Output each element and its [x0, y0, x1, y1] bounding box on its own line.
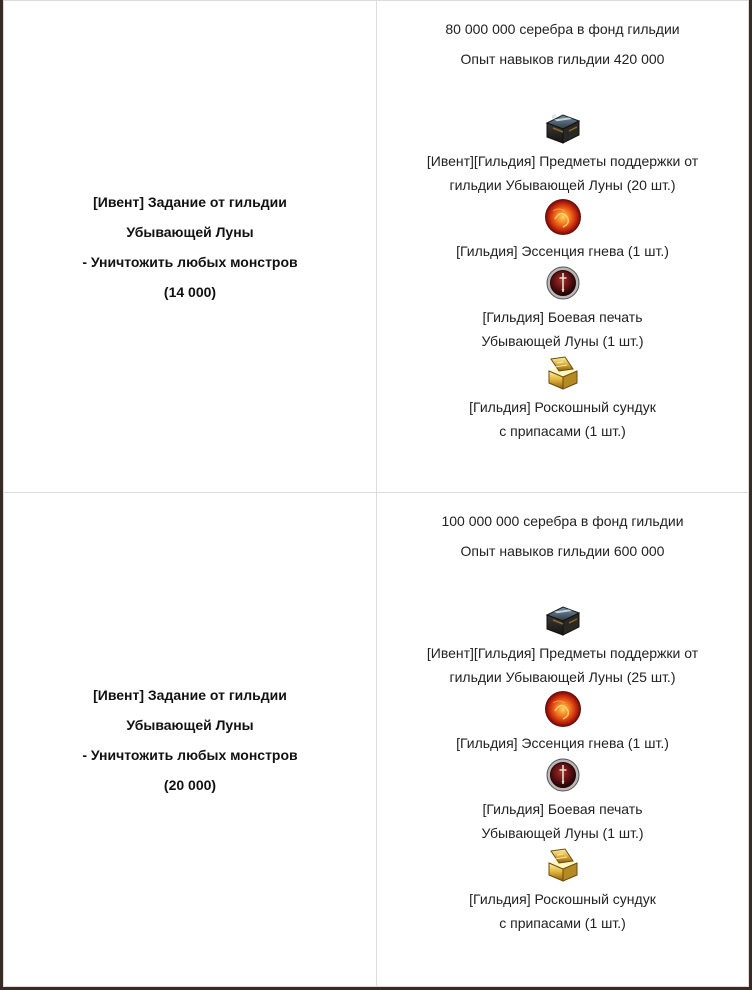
- reward-item-label: [Гильдия] Роскошный сундук: [469, 891, 656, 907]
- task-objective: - Уничтожить любых монстров: [82, 746, 298, 763]
- reward-item-label: гильдии Убывающей Луны (25 шт.): [449, 669, 676, 685]
- reward-table: [3, 0, 749, 987]
- reward-item: [377, 107, 748, 197]
- battle-seal-icon: [543, 755, 583, 795]
- task-cell: [4, 1, 377, 493]
- reward-item-label: [Ивент][Гильдия] Предметы поддержки от: [426, 645, 699, 661]
- reward-item: [377, 845, 748, 935]
- task-cell: [4, 493, 377, 987]
- reward-item-label: с припасами (1 шт.): [499, 423, 626, 439]
- reward-item-label: гильдии Убывающей Луны (20 шт.): [449, 177, 676, 193]
- reward-table-frame: [3, 0, 749, 986]
- golden-chest-icon: [543, 845, 583, 885]
- reward-item: [377, 599, 748, 689]
- battle-seal-icon: [543, 263, 583, 303]
- reward-item: [377, 689, 748, 755]
- task-title: [Ивент] Задание от гильдии: [93, 193, 287, 210]
- reward-item: [377, 197, 748, 263]
- reward-silver: 100 000 000 серебра в фонд гильдии: [441, 513, 684, 529]
- reward-item-label: Убывающей Луны (1 шт.): [481, 825, 644, 841]
- reward-exp: Опыт навыков гильдии 600 000: [460, 543, 665, 559]
- task-guild-name: Убывающей Луны: [126, 716, 254, 733]
- table-row: [4, 493, 749, 987]
- task-count: (20 000): [163, 776, 217, 793]
- reward-item: [377, 353, 748, 443]
- reward-item-label: [Гильдия] Боевая печать: [482, 801, 643, 817]
- reward-item-label: [Гильдия] Боевая печать: [482, 309, 643, 325]
- reward-item-label: [Ивент][Гильдия] Предметы поддержки от: [426, 153, 699, 169]
- reward-item: [377, 755, 748, 845]
- reward-item-label: [Гильдия] Эссенция гнева (1 шт.): [456, 243, 669, 259]
- table-row: [4, 1, 749, 493]
- golden-chest-icon: [543, 353, 583, 393]
- chest-icon: [543, 599, 583, 639]
- reward-silver: 80 000 000 серебра в фонд гильдии: [445, 21, 680, 37]
- wrath-essence-icon: [543, 197, 583, 237]
- task-objective: - Уничтожить любых монстров: [82, 253, 298, 270]
- reward-exp: Опыт навыков гильдии 420 000: [460, 51, 665, 67]
- task-count: (14 000): [163, 283, 217, 300]
- reward-item: [377, 263, 748, 353]
- wrath-essence-icon: [543, 689, 583, 729]
- task-guild-name: Убывающей Луны: [126, 223, 254, 240]
- reward-item-label: [Гильдия] Эссенция гнева (1 шт.): [456, 735, 669, 751]
- reward-item-label: [Гильдия] Роскошный сундук: [469, 399, 656, 415]
- task-title: [Ивент] Задание от гильдии: [93, 686, 287, 703]
- reward-item-label: Убывающей Луны (1 шт.): [481, 333, 644, 349]
- reward-item-label: с припасами (1 шт.): [499, 915, 626, 931]
- chest-icon: [543, 107, 583, 147]
- reward-cell: [377, 1, 749, 493]
- reward-cell: [377, 493, 749, 987]
